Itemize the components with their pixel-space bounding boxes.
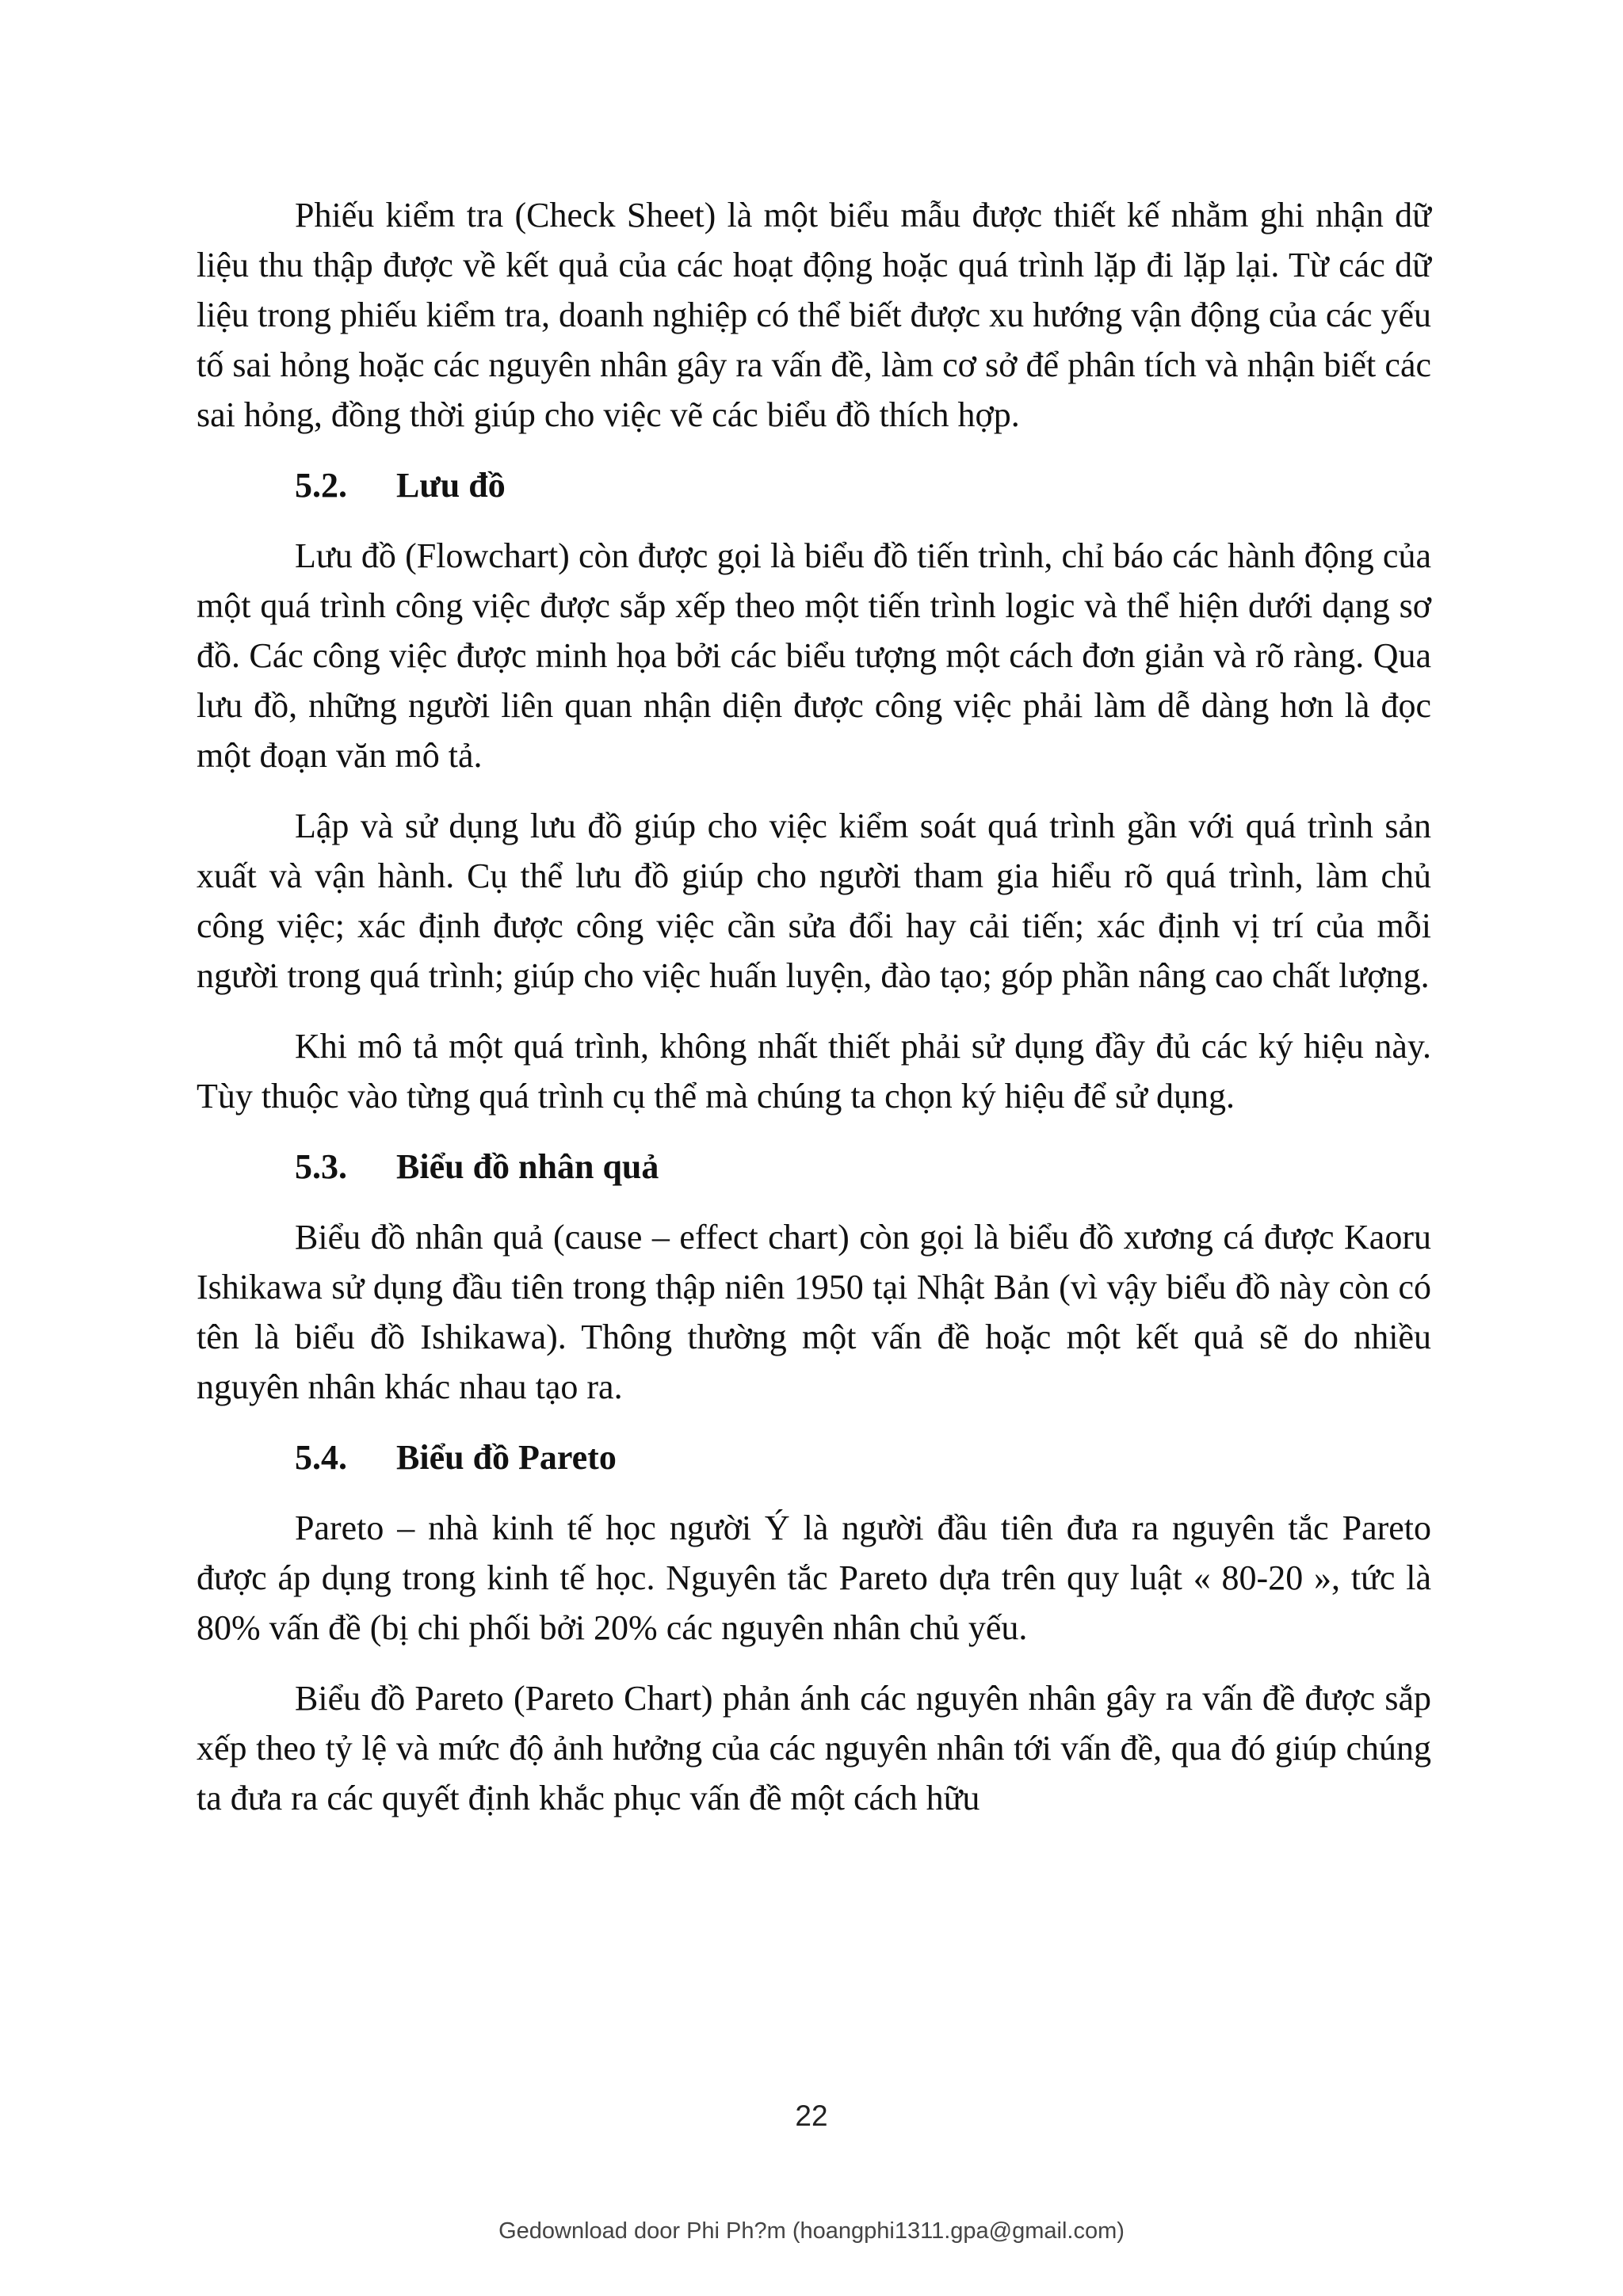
section-number: 5.3. bbox=[295, 1147, 347, 1186]
paragraph-flowchart-symbols: Khi mô tả một quá trình, không nhất thiết phải sử dụng đầy đủ các ký hiệu này. Tùy thuộc vào từng quá trình cụ thể mà chúng ta chọn ký hiệu để sử dụng. bbox=[197, 1027, 1431, 1116]
section-title: Biểu đồ nhân quả bbox=[396, 1147, 659, 1186]
section-heading-5-2 bbox=[197, 460, 1431, 510]
page-number: 22 bbox=[795, 2100, 828, 2132]
section-heading-5-3 bbox=[197, 1142, 1431, 1192]
download-footer: Gedownload door Phi Ph?m (hoangphi1311.gpa@gmail.com) bbox=[498, 2218, 1125, 2244]
paragraph-flowchart-usage: Lập và sử dụng lưu đồ giúp cho việc kiểm soát quá trình gần với quá trình sản xuất và vận hành. Cụ thể lưu đồ giúp cho người tham gia hiểu rõ quá trình, làm chủ công việc; xác định được công việc cần sửa đổi hay cải tiến; xác định vị trí của mỗi người trong quá trình; giúp cho việc huấn luyện, đào tạo; góp phần nâng cao chất lượng. bbox=[197, 807, 1431, 995]
paragraph-pareto-principle: Pareto – nhà kinh tế học người Ý là người đầu tiên đưa ra nguyên tắc Pareto được áp dụng trong kinh tế học. Nguyên tắc Pareto dựa trên quy luật « 80-20 », tức là 80% vấn đề (bị chi phối bởi 20% các nguyên nhân chủ yếu. bbox=[197, 1508, 1431, 1647]
paragraph-cause-effect: Biểu đồ nhân quả (cause – effect chart) còn gọi là biểu đồ xương cá được Kaoru Ishikawa sử dụng đầu tiên trong thập niên 1950 tại Nhật Bản (vì vậy biểu đồ này còn có tên là biểu đồ Ishikawa). Thông thường một vấn đề hoặc một kết quả sẽ do nhiều nguyên nhân khác nhau tạo ra. bbox=[197, 1218, 1431, 1406]
section-number: 5.4. bbox=[295, 1438, 347, 1477]
section-heading-5-4 bbox=[197, 1432, 1431, 1482]
page-body bbox=[197, 190, 1431, 1844]
paragraph-pareto-chart: Biểu đồ Pareto (Pareto Chart) phản ánh các nguyên nhân gây ra vấn đề được sắp xếp theo tỷ lệ và mức độ ảnh hưởng của các nguyên nhân tới vấn đề, qua đó giúp chúng ta đưa ra các quyết định khắc phục vấn đề một cách hữu bbox=[197, 1679, 1431, 1817]
section-title: Biểu đồ Pareto bbox=[396, 1438, 617, 1477]
paragraph-flowchart-definition: Lưu đồ (Flowchart) còn được gọi là biểu đồ tiến trình, chỉ báo các hành động của một quá trình công việc được sắp xếp theo một tiến trình logic và thể hiện dưới dạng sơ đồ. Các công việc được minh họa bởi các biểu tượng một cách đơn giản và rõ ràng. Qua lưu đồ, những người liên quan nhận diện được công việc phải làm dễ dàng hơn là đọc một đoạn văn mô tả. bbox=[197, 536, 1431, 775]
section-title: Lưu đồ bbox=[396, 466, 506, 505]
paragraph-check-sheet: Phiếu kiểm tra (Check Sheet) là một biểu mẫu được thiết kế nhằm ghi nhận dữ liệu thu thập được về kết quả của các hoạt động hoặc quá trình lặp đi lặp lại. Từ các dữ liệu trong phiếu kiểm tra, doanh nghiệp có thể biết được xu hướng vận động của các yếu tố sai hỏng hoặc các nguyên nhân gây ra vấn đề, làm cơ sở để phân tích và nhận biết các sai hỏng, đồng thời giúp cho việc vẽ các biểu đồ thích hợp. bbox=[197, 196, 1432, 434]
section-number: 5.2. bbox=[295, 466, 347, 505]
